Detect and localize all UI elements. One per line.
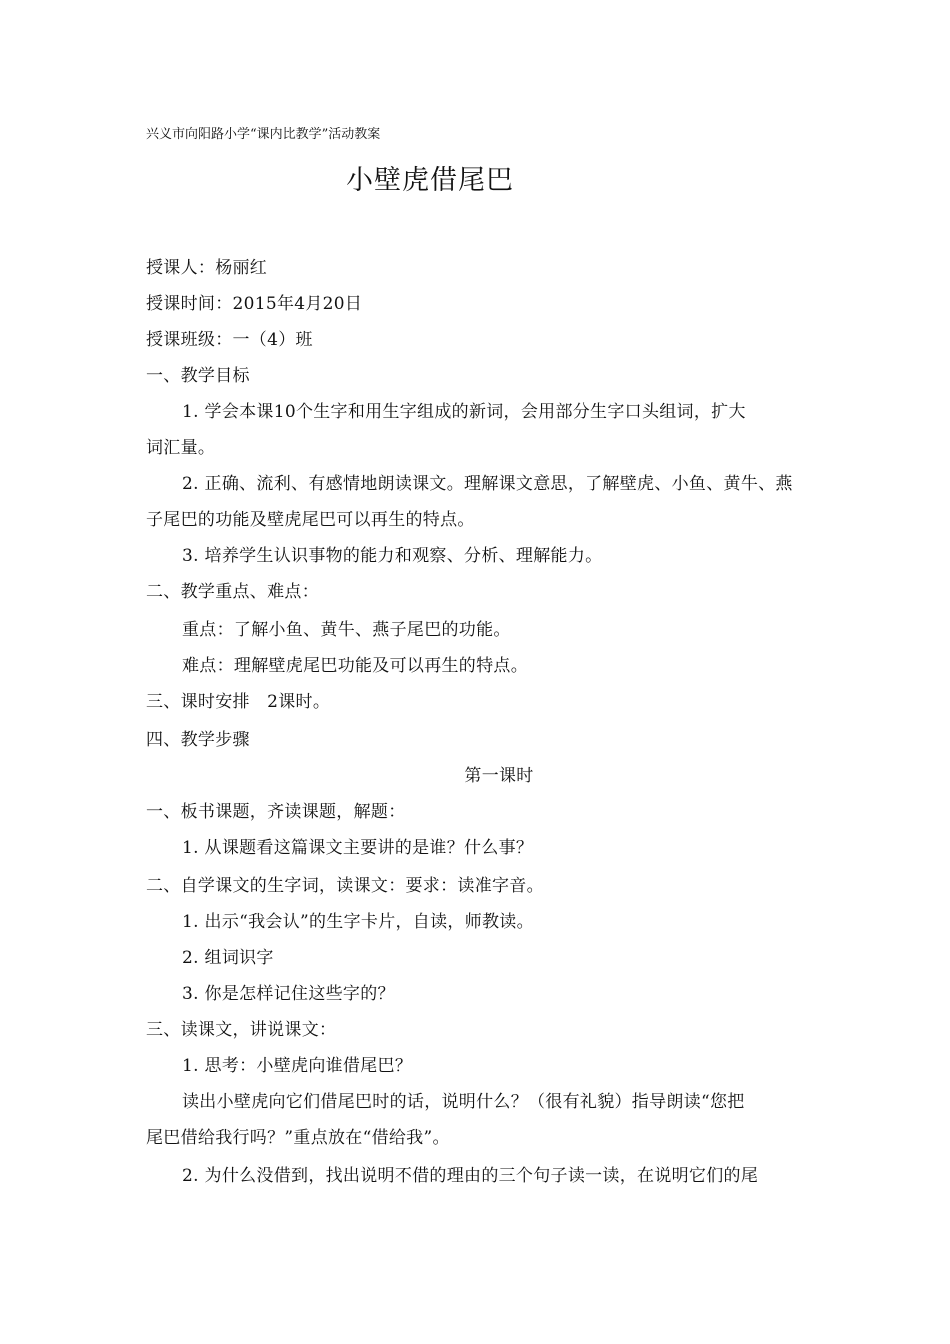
step-3-paragraph-line-1: 读出小壁虎向它们借尾巴时的话，说明什么？（很有礼貌）指导朗读“您把 [182, 1092, 745, 1112]
section-heading-steps: 四、教学步骤 [146, 730, 250, 750]
goal-3: 3. 培养学生认识事物的能力和观察、分析、理解能力。 [182, 546, 603, 566]
section-heading-key-points: 二、教学重点、难点： [146, 582, 319, 602]
class-line: 授课班级：一（4）班 [146, 330, 313, 350]
step-3-paragraph-line-2: 尾巴借给我行吗？”重点放在“借给我”。 [146, 1128, 450, 1148]
step-2-item-1: 1. 出示“我会认”的生字卡片，自读，师教读。 [182, 912, 534, 932]
goal-1-line-2: 词汇量。 [146, 438, 216, 458]
document-title: 小壁虎借尾巴 [346, 165, 514, 196]
date-line: 授课时间：2015年4月20日 [146, 294, 363, 314]
section-heading-goals: 一、教学目标 [146, 366, 250, 386]
step-1-item-1: 1. 从课题看这篇课文主要讲的是谁？什么事？ [182, 838, 534, 858]
teacher-line: 授课人：杨丽红 [146, 258, 268, 278]
document-header: 兴义市向阳路小学“课内比教学”活动教案 [146, 127, 381, 142]
section-heading-schedule: 三、课时安排 2课时。 [146, 692, 331, 712]
step-3-item-2: 2. 为什么没借到，找出说明不借的理由的三个句子读一读，在说明它们的尾 [182, 1166, 759, 1186]
step-2-item-3: 3. 你是怎样记住这些字的？ [182, 984, 395, 1004]
step-1-heading: 一、板书课题，齐读课题，解题： [146, 802, 406, 822]
difficult-point: 难点：理解壁虎尾巴功能及可以再生的特点。 [182, 656, 528, 676]
step-2-item-2: 2. 组词识字 [182, 948, 274, 968]
goal-2-line-1: 2. 正确、流利、有感情地朗读课文。理解课文意思，了解壁虎、小鱼、黄牛、燕 [182, 474, 793, 494]
goal-2-line-2: 子尾巴的功能及壁虎尾巴可以再生的特点。 [146, 510, 475, 530]
lesson-heading: 第一课时 [464, 766, 534, 786]
step-3-heading: 三、读课文，讲说课文： [146, 1020, 337, 1040]
step-3-item-1: 1. 思考：小壁虎向谁借尾巴？ [182, 1056, 413, 1076]
key-point: 重点：了解小鱼、黄牛、燕子尾巴的功能。 [182, 620, 511, 640]
goal-1-line-1: 1. 学会本课10个生字和用生字组成的新词，会用部分生字口头组词，扩大 [182, 402, 746, 422]
step-2-heading: 二、自学课文的生字词，读课文：要求：读准字音。 [146, 876, 544, 896]
